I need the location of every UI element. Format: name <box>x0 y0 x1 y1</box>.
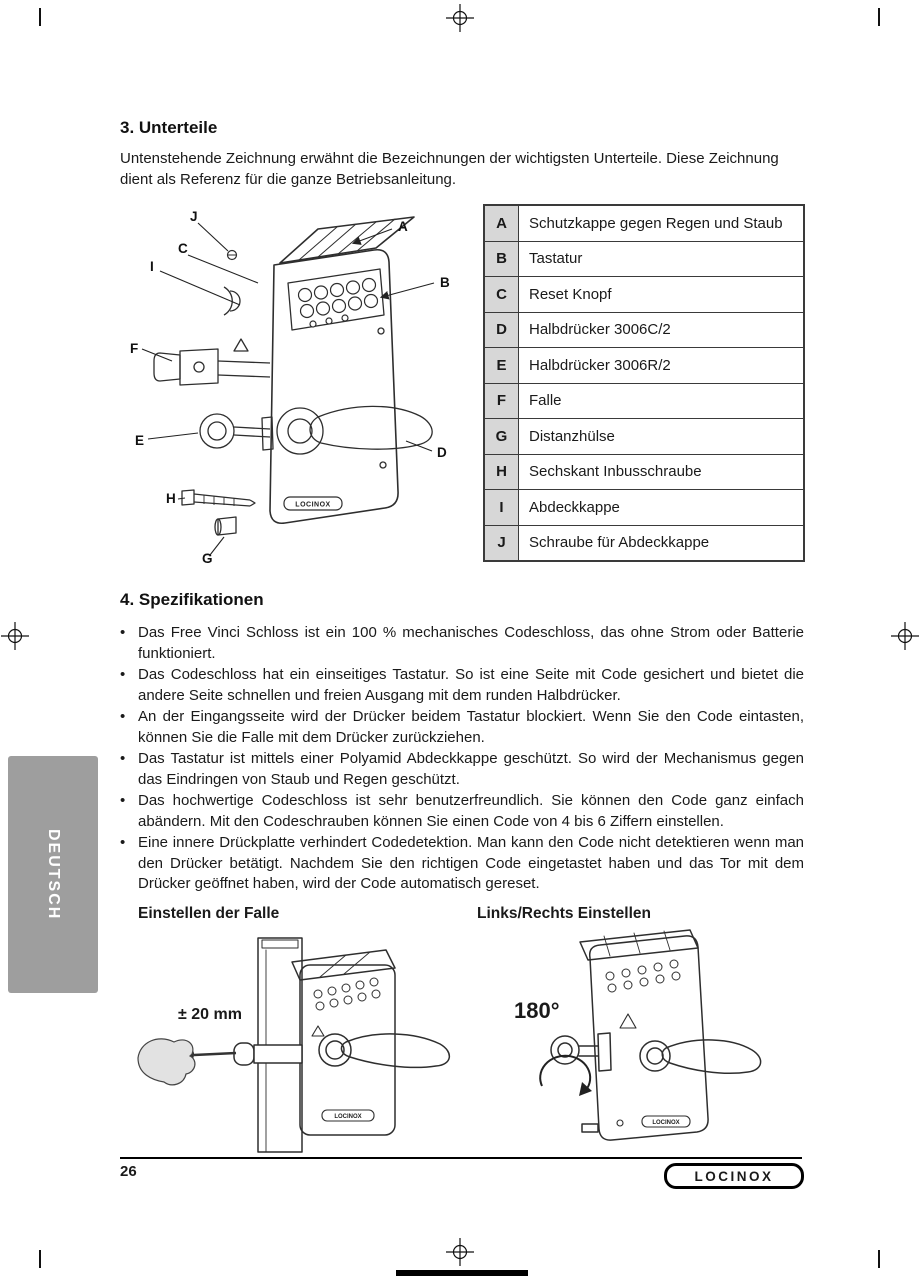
part-label: Reset Knopf <box>529 285 612 303</box>
registration-mark-left <box>1 622 29 650</box>
bullet-marker <box>120 791 138 832</box>
annotation-180deg: 180° <box>514 998 560 1023</box>
part-key: E <box>485 348 519 383</box>
part-key: G <box>485 419 519 454</box>
spec-bullet <box>120 791 804 832</box>
section-3-intro: Untenstehende Zeichnung erwähnt die Bezeichnungen der wichtigsten Unterteile. Diese Zeichnung dient als Referenz für die ganze Betriebsanleitung. <box>120 150 779 188</box>
spec-bullet-text: Das Codeschloss hat ein einseitiges Tastatur. So ist eine Seite mit Code gesichert und bietet die andere Seite schnellen und freien Ausgang mit dem runden Halbdrücker. <box>138 666 804 704</box>
spec-bullet <box>120 623 804 664</box>
svg-text:LOCINOX: LOCINOX <box>334 1114 362 1120</box>
table-row <box>485 419 803 455</box>
spec-bullet-text: Das Free Vinci Schloss ist ein 100 % mechanisches Codeschloss, das ohne Strom oder Batterie funktioniert. <box>138 624 804 662</box>
part-label: Abdeckkappe <box>529 498 620 516</box>
table-row <box>485 490 803 526</box>
callout-H: H <box>166 491 176 506</box>
table-row <box>485 277 803 313</box>
callout-E: E <box>135 433 145 448</box>
annotation-plus-minus-20mm: ± 20 mm <box>178 1006 242 1023</box>
language-tab-label: DEUTSCH <box>45 828 62 921</box>
callout-A: A <box>398 219 408 234</box>
table-row <box>485 206 803 242</box>
part-key: I <box>485 490 519 525</box>
part-key: H <box>485 455 519 490</box>
crop-mark-bottom-right <box>878 1250 880 1268</box>
table-row <box>485 384 803 420</box>
table-row <box>485 526 803 561</box>
spec-bullet-text: An der Eingangsseite wird der Drücker beidem Tastatur blockiert. Wenn Sie den Code eintasten, können Sie die Falle mit dem Drücker zurückziehen. <box>138 708 804 746</box>
hand-with-screwdriver <box>138 1039 236 1085</box>
handing-figure <box>470 928 770 1158</box>
bullet-marker <box>120 623 138 664</box>
table-row <box>485 313 803 349</box>
spec-bullet <box>120 749 804 790</box>
press-color-bar <box>396 1270 528 1276</box>
spec-bullet <box>120 833 804 895</box>
spec-bullet-text: Das Tastatur ist mittels einer Polyamid Abdeckkappe geschützt. So wird der Mechanismus gegen das Eindringen von Staub und Regen geschützt. <box>138 750 804 788</box>
table-row <box>485 455 803 491</box>
crop-mark-bottom-left <box>39 1250 41 1268</box>
part-label: Distanzhülse <box>529 427 615 445</box>
part-key: J <box>485 526 519 561</box>
part-label: Schutzkappe gegen Regen und Staub <box>529 214 783 232</box>
spec-bullet-text: Eine innere Drückplatte verhindert Codedetektion. Man kann den Code nicht detektieren wenn man den Drücker betätigt. Nachdem Sie den richtigen Code eingetastet haben und das Tor mit dem Drücker geöffnet haben, wird der Code automatisch gereset. <box>138 834 804 892</box>
part-key: A <box>485 206 519 241</box>
bullet-marker <box>120 833 138 895</box>
bullet-marker <box>120 665 138 706</box>
device-brand-plate <box>642 1116 690 1127</box>
crop-mark-top-left <box>39 8 41 26</box>
part-label: Halbdrücker 3006R/2 <box>529 356 671 374</box>
keypad-buttons-small <box>314 978 380 1010</box>
spec-bullet <box>120 707 804 748</box>
callout-C: C <box>178 241 188 256</box>
callout-G: G <box>202 551 213 566</box>
part-key: D <box>485 313 519 348</box>
bullet-marker <box>120 707 138 748</box>
lock-body <box>228 217 415 523</box>
table-row <box>485 242 803 278</box>
registration-mark-top <box>446 4 474 32</box>
callout-J: J <box>190 209 198 224</box>
callout-F: F <box>130 341 139 356</box>
spec-bullet <box>120 665 804 706</box>
crop-mark-top-right <box>878 8 880 26</box>
body-details <box>154 287 432 535</box>
callout-I: I <box>150 259 154 274</box>
language-tab <box>8 756 98 993</box>
figure-title-handing: Links/Rechts Einstellen <box>477 905 651 922</box>
page-number: 26 <box>120 1163 137 1180</box>
device-brand-plate <box>322 1110 374 1121</box>
figure-title-latch-adjust: Einstellen der Falle <box>138 905 280 922</box>
locinox-logo <box>664 1163 804 1189</box>
keypad-buttons-small <box>606 960 680 992</box>
part-label: Sechskant Inbusschraube <box>529 463 702 481</box>
locinox-logo-text: LOCINOX <box>694 1168 774 1184</box>
parts-table <box>483 204 805 562</box>
footer-rule <box>120 1157 802 1159</box>
callout-B: B <box>440 275 450 290</box>
section-3-title: 3. Unterteile <box>120 118 218 137</box>
section-4-title: 4. Spezifikationen <box>120 590 264 609</box>
part-key: F <box>485 384 519 419</box>
spec-bullet-list <box>120 623 804 896</box>
part-key: C <box>485 277 519 312</box>
registration-mark-right <box>891 622 919 650</box>
table-row <box>485 348 803 384</box>
device-brand-plate <box>284 497 342 510</box>
svg-text:LOCINOX: LOCINOX <box>652 1120 680 1126</box>
rotation-arrow <box>540 1056 592 1096</box>
callout-D: D <box>437 445 447 460</box>
keypad-buttons <box>299 279 378 328</box>
part-label: Tastatur <box>529 250 583 268</box>
registration-mark-bottom <box>446 1238 474 1266</box>
part-label: Halbdrücker 3006C/2 <box>529 321 671 339</box>
part-label: Schraube für Abdeckkappe <box>529 534 710 552</box>
spec-bullet-text: Das hochwertige Codeschloss ist sehr benutzerfreundlich. Sie können den Code ganz einfach abändern. Mit den Codeschrauben können Sie einen Code von 4 bis 6 Ziffern einstellen. <box>138 792 804 830</box>
svg-text:LOCINOX: LOCINOX <box>295 501 331 509</box>
part-key: B <box>485 242 519 277</box>
lock-parts-diagram <box>122 203 472 573</box>
part-label: Falle <box>529 392 562 410</box>
latch-adjust-figure <box>130 928 465 1158</box>
bullet-marker <box>120 749 138 790</box>
